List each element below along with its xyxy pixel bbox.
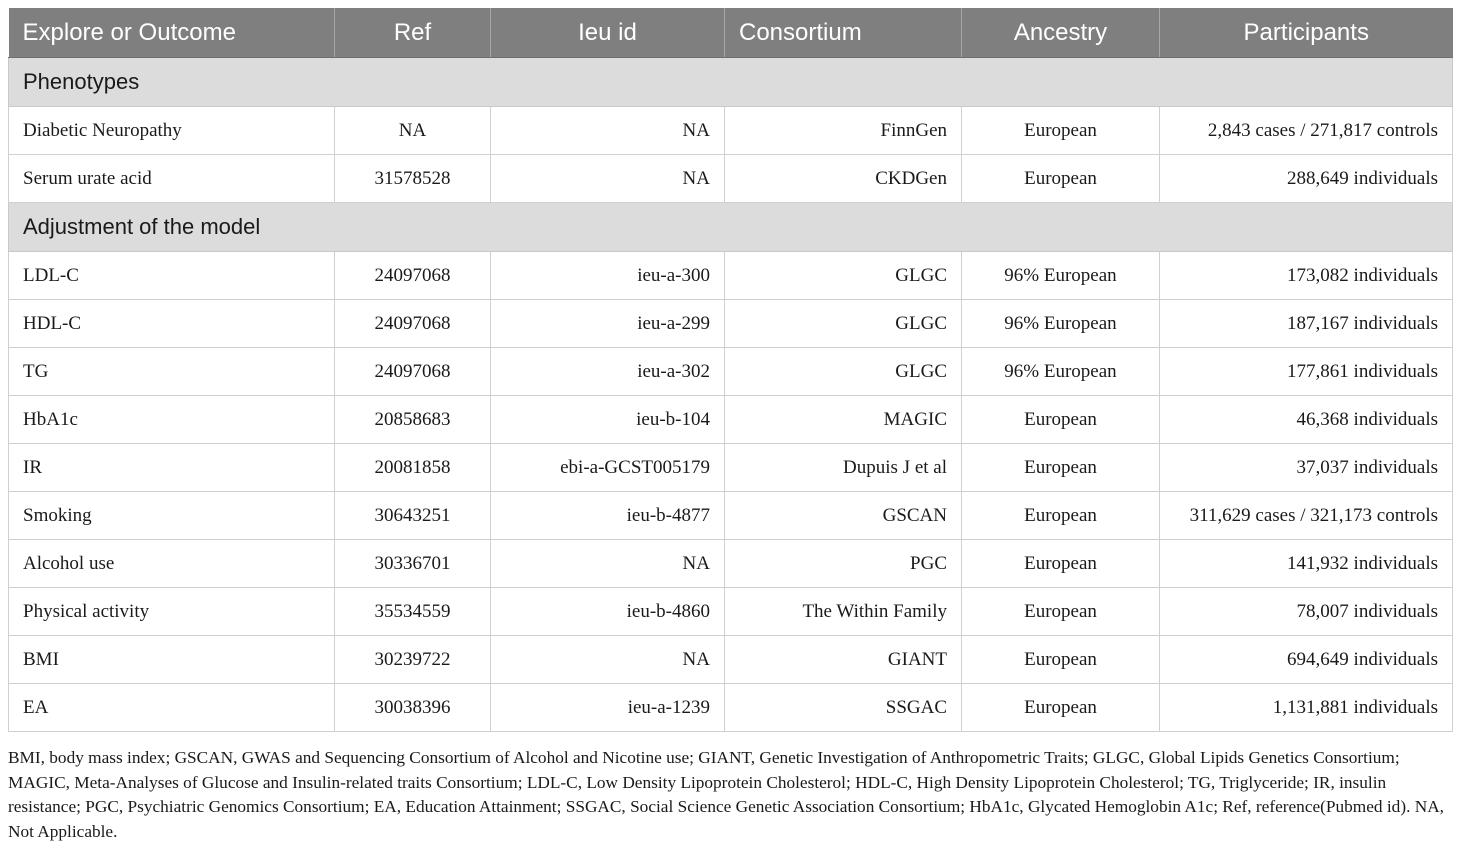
cell-ref: 30336701 [335,540,491,588]
table-row [9,155,1453,203]
table-row [9,540,1453,588]
cell-ref: 24097068 [335,348,491,396]
cell-participants: 78,007 individuals [1160,588,1453,636]
header-participants: Participants [1160,8,1453,58]
cell-explore-or-outcome: EA [9,684,335,732]
cell-ancestry: European [962,396,1160,444]
cell-participants: 46,368 individuals [1160,396,1453,444]
table-row [9,107,1453,155]
cell-ref: 20858683 [335,396,491,444]
table-row [9,348,1453,396]
cell-ieu-id: ieu-a-302 [491,348,725,396]
cell-explore-or-outcome: Physical activity [9,588,335,636]
cell-ieu-id: NA [491,540,725,588]
header-row [9,8,1453,58]
cell-ref: 20081858 [335,444,491,492]
cell-ieu-id: ieu-a-300 [491,252,725,300]
cell-ieu-id: NA [491,636,725,684]
cell-consortium: PGC [725,540,962,588]
header-explore-or-outcome: Explore or Outcome [9,8,335,58]
cell-consortium: GLGC [725,348,962,396]
cell-consortium: The Within Family [725,588,962,636]
cell-consortium: CKDGen [725,155,962,203]
cell-explore-or-outcome: TG [9,348,335,396]
cell-explore-or-outcome: Smoking [9,492,335,540]
table-body [9,58,1453,732]
cell-participants: 187,167 individuals [1160,300,1453,348]
cell-ancestry: European [962,636,1160,684]
data-table-container [8,8,1452,732]
cell-ancestry: 96% European [962,300,1160,348]
table-header [9,8,1453,58]
cell-explore-or-outcome: HbA1c [9,396,335,444]
cell-ieu-id: ieu-b-104 [491,396,725,444]
header-consortium: Consortium [725,8,962,58]
cell-ieu-id: ieu-a-299 [491,300,725,348]
cell-consortium: GSCAN [725,492,962,540]
header-ref: Ref [335,8,491,58]
cell-ancestry: 96% European [962,348,1160,396]
cell-ieu-id: ieu-b-4860 [491,588,725,636]
cell-explore-or-outcome: Alcohol use [9,540,335,588]
cell-ref: 35534559 [335,588,491,636]
cell-participants: 177,861 individuals [1160,348,1453,396]
cell-ancestry: 96% European [962,252,1160,300]
cell-ref: 30643251 [335,492,491,540]
cell-consortium: Dupuis J et al [725,444,962,492]
cell-ref: 30038396 [335,684,491,732]
cell-ieu-id: NA [491,155,725,203]
table-row [9,588,1453,636]
table-footnote: BMI, body mass index; GSCAN, GWAS and Sequencing Consortium of Alcohol and Nicotine use; GIANT, Genetic Investigation of Anthropometric Traits; GLGC, Global Lipids Genetics Consortium; MAGIC, Meta-Analyses of Glucose and Insulin-related traits Consortium; LDL-C, Low Density Lipoprotein Cholesterol; HDL-C, High Density Lipoprotein Cholesterol; TG, Triglyceride; IR, insulin resistance; PGC, Psychiatric Genomics Consortium; EA, Education Attainment; SSGAC, Social Science Genetic Association Consortium; HbA1c, Glycated Hemoglobin A1c; Ref, reference(Pubmed id). NA, Not Applicable. [8,748,1444,841]
cell-explore-or-outcome: IR [9,444,335,492]
cell-ref: NA [335,107,491,155]
cell-explore-or-outcome: Serum urate acid [9,155,335,203]
cell-ancestry: European [962,588,1160,636]
cell-consortium: FinnGen [725,107,962,155]
cell-explore-or-outcome: Diabetic Neuropathy [9,107,335,155]
cell-ancestry: European [962,684,1160,732]
data-table [8,8,1453,732]
cell-explore-or-outcome: HDL-C [9,300,335,348]
cell-ancestry: European [962,107,1160,155]
cell-ancestry: European [962,155,1160,203]
cell-ancestry: European [962,444,1160,492]
header-ieu-id: Ieu id [491,8,725,58]
section-row [9,58,1453,107]
cell-ieu-id: NA [491,107,725,155]
cell-participants: 37,037 individuals [1160,444,1453,492]
cell-ref: 31578528 [335,155,491,203]
cell-participants: 311,629 cases / 321,173 controls [1160,492,1453,540]
cell-ieu-id: ieu-a-1239 [491,684,725,732]
cell-consortium: GLGC [725,252,962,300]
cell-ieu-id: ieu-b-4877 [491,492,725,540]
cell-ieu-id: ebi-a-GCST005179 [491,444,725,492]
table-row [9,300,1453,348]
cell-ref: 30239722 [335,636,491,684]
cell-participants: 288,649 individuals [1160,155,1453,203]
section-title: Phenotypes [9,58,1453,107]
cell-consortium: GLGC [725,300,962,348]
section-row [9,203,1453,252]
cell-participants: 173,082 individuals [1160,252,1453,300]
cell-participants: 2,843 cases / 271,817 controls [1160,107,1453,155]
cell-ref: 24097068 [335,300,491,348]
cell-consortium: MAGIC [725,396,962,444]
cell-participants: 141,932 individuals [1160,540,1453,588]
table-row [9,492,1453,540]
cell-explore-or-outcome: LDL-C [9,252,335,300]
cell-ancestry: European [962,492,1160,540]
cell-participants: 694,649 individuals [1160,636,1453,684]
table-row [9,636,1453,684]
table-row [9,396,1453,444]
table-row [9,684,1453,732]
table-row [9,252,1453,300]
cell-explore-or-outcome: BMI [9,636,335,684]
section-title: Adjustment of the model [9,203,1453,252]
cell-ref: 24097068 [335,252,491,300]
header-ancestry: Ancestry [962,8,1160,58]
table-row [9,444,1453,492]
cell-participants: 1,131,881 individuals [1160,684,1453,732]
cell-consortium: GIANT [725,636,962,684]
cell-consortium: SSGAC [725,684,962,732]
cell-ancestry: European [962,540,1160,588]
